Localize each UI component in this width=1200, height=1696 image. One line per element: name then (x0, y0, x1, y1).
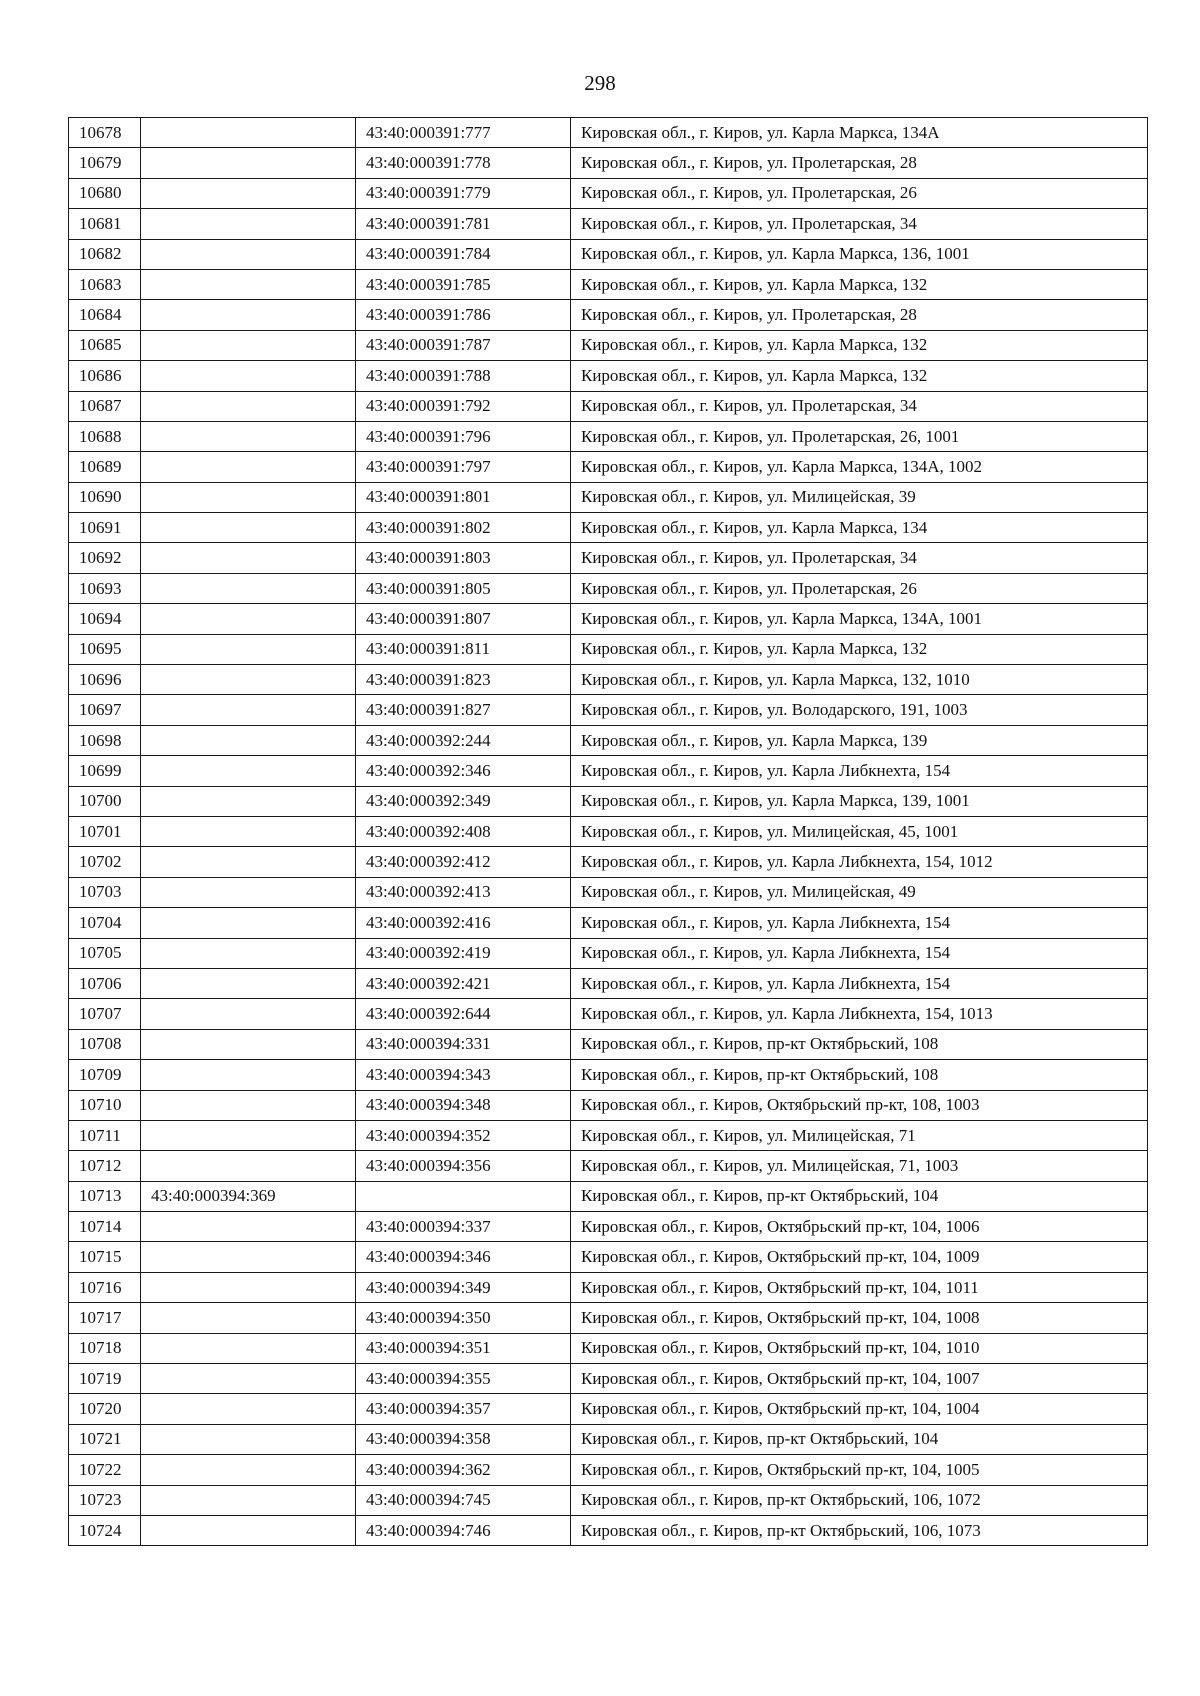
address-cell: Кировская обл., г. Киров, ул. Карла Маркса, 136, 1001 (571, 239, 1148, 269)
row-number-cell: 10721 (69, 1424, 141, 1454)
cadastral-number-cell: 43:40:000391:787 (356, 330, 571, 360)
table-row (69, 1364, 1148, 1394)
cadastral-number-cell: 43:40:000394:346 (356, 1242, 571, 1272)
parent-cadastral-cell (141, 634, 356, 664)
row-number-cell: 10708 (69, 1029, 141, 1059)
table-row (69, 330, 1148, 360)
address-cell: Кировская обл., г. Киров, ул. Карла Либкнехта, 154 (571, 968, 1148, 998)
cadastral-number-cell: 43:40:000392:413 (356, 877, 571, 907)
table-row (69, 725, 1148, 755)
registry-table-body (69, 118, 1148, 1546)
row-number-cell: 10715 (69, 1242, 141, 1272)
table-row (69, 1424, 1148, 1454)
address-cell: Кировская обл., г. Киров, ул. Карла Маркса, 134А, 1001 (571, 604, 1148, 634)
table-row (69, 1333, 1148, 1363)
address-cell: Кировская обл., г. Киров, пр-кт Октябрьский, 104 (571, 1424, 1148, 1454)
cadastral-number-cell: 43:40:000391:788 (356, 361, 571, 391)
table-row (69, 269, 1148, 299)
parent-cadastral-cell (141, 361, 356, 391)
cadastral-number-cell: 43:40:000391:792 (356, 391, 571, 421)
row-number-cell: 10706 (69, 968, 141, 998)
row-number-cell: 10691 (69, 513, 141, 543)
cadastral-number-cell: 43:40:000392:408 (356, 816, 571, 846)
address-cell: Кировская обл., г. Киров, ул. Милицейская, 71, 1003 (571, 1151, 1148, 1181)
address-cell: Кировская обл., г. Киров, ул. Милицейская, 71 (571, 1120, 1148, 1150)
parent-cadastral-cell (141, 573, 356, 603)
address-cell: Кировская обл., г. Киров, ул. Карла Маркса, 139, 1001 (571, 786, 1148, 816)
parent-cadastral-cell (141, 1424, 356, 1454)
parent-cadastral-cell (141, 786, 356, 816)
row-number-cell: 10719 (69, 1364, 141, 1394)
table-row (69, 999, 1148, 1029)
address-cell: Кировская обл., г. Киров, ул. Карла Маркса, 134А (571, 118, 1148, 148)
table-row (69, 938, 1148, 968)
table-row (69, 1212, 1148, 1242)
table-row (69, 1029, 1148, 1059)
row-number-cell: 10688 (69, 421, 141, 451)
parent-cadastral-cell (141, 421, 356, 451)
table-row (69, 1060, 1148, 1090)
row-number-cell: 10710 (69, 1090, 141, 1120)
address-cell: Кировская обл., г. Киров, Октябрьский пр-кт, 104, 1007 (571, 1364, 1148, 1394)
row-number-cell: 10712 (69, 1151, 141, 1181)
cadastral-number-cell: 43:40:000392:244 (356, 725, 571, 755)
address-cell: Кировская обл., г. Киров, ул. Пролетарская, 28 (571, 148, 1148, 178)
row-number-cell: 10698 (69, 725, 141, 755)
address-cell: Кировская обл., г. Киров, ул. Карла Маркса, 132 (571, 634, 1148, 664)
table-row (69, 361, 1148, 391)
table-row (69, 148, 1148, 178)
cadastral-number-cell: 43:40:000391:785 (356, 269, 571, 299)
cadastral-number-cell: 43:40:000394:356 (356, 1151, 571, 1181)
parent-cadastral-cell (141, 1212, 356, 1242)
row-number-cell: 10701 (69, 816, 141, 846)
cadastral-number-cell: 43:40:000391:796 (356, 421, 571, 451)
address-cell: Кировская обл., г. Киров, ул. Карла Маркса, 132 (571, 269, 1148, 299)
row-number-cell: 10716 (69, 1272, 141, 1302)
address-cell: Кировская обл., г. Киров, ул. Карла Либкнехта, 154 (571, 938, 1148, 968)
parent-cadastral-cell (141, 1272, 356, 1302)
parent-cadastral-cell (141, 604, 356, 634)
table-row (69, 1242, 1148, 1272)
cadastral-number-cell: 43:40:000391:805 (356, 573, 571, 603)
row-number-cell: 10682 (69, 239, 141, 269)
parent-cadastral-cell (141, 665, 356, 695)
table-row (69, 756, 1148, 786)
row-number-cell: 10684 (69, 300, 141, 330)
row-number-cell: 10713 (69, 1181, 141, 1211)
table-row (69, 118, 1148, 148)
row-number-cell: 10714 (69, 1212, 141, 1242)
row-number-cell: 10722 (69, 1455, 141, 1485)
address-cell: Кировская обл., г. Киров, ул. Карла Маркса, 132 (571, 330, 1148, 360)
parent-cadastral-cell (141, 482, 356, 512)
table-row (69, 513, 1148, 543)
parent-cadastral-cell: 43:40:000394:369 (141, 1181, 356, 1211)
address-cell: Кировская обл., г. Киров, ул. Пролетарская, 26 (571, 178, 1148, 208)
cadastral-number-cell: 43:40:000391:801 (356, 482, 571, 512)
address-cell: Кировская обл., г. Киров, ул. Карла Маркса, 139 (571, 725, 1148, 755)
parent-cadastral-cell (141, 1515, 356, 1545)
table-row (69, 604, 1148, 634)
row-number-cell: 10720 (69, 1394, 141, 1424)
table-row (69, 209, 1148, 239)
address-cell: Кировская обл., г. Киров, пр-кт Октябрьский, 106, 1072 (571, 1485, 1148, 1515)
cadastral-number-cell: 43:40:000391:803 (356, 543, 571, 573)
table-row (69, 452, 1148, 482)
parent-cadastral-cell (141, 452, 356, 482)
cadastral-number-cell: 43:40:000391:777 (356, 118, 571, 148)
parent-cadastral-cell (141, 239, 356, 269)
cadastral-number-cell: 43:40:000392:421 (356, 968, 571, 998)
parent-cadastral-cell (141, 1364, 356, 1394)
row-number-cell: 10696 (69, 665, 141, 695)
table-row (69, 1120, 1148, 1150)
cadastral-number-cell: 43:40:000391:781 (356, 209, 571, 239)
address-cell: Кировская обл., г. Киров, Октябрьский пр-кт, 104, 1009 (571, 1242, 1148, 1272)
cadastral-number-cell: 43:40:000391:797 (356, 452, 571, 482)
address-cell: Кировская обл., г. Киров, пр-кт Октябрьский, 108 (571, 1060, 1148, 1090)
parent-cadastral-cell (141, 1060, 356, 1090)
cadastral-number-cell: 43:40:000391:807 (356, 604, 571, 634)
table-row (69, 786, 1148, 816)
address-cell: Кировская обл., г. Киров, Октябрьский пр-кт, 108, 1003 (571, 1090, 1148, 1120)
parent-cadastral-cell (141, 1394, 356, 1424)
row-number-cell: 10717 (69, 1303, 141, 1333)
table-row (69, 1485, 1148, 1515)
parent-cadastral-cell (141, 847, 356, 877)
cadastral-number-cell: 43:40:000394:350 (356, 1303, 571, 1333)
table-row (69, 1303, 1148, 1333)
address-cell: Кировская обл., г. Киров, Октябрьский пр-кт, 104, 1010 (571, 1333, 1148, 1363)
table-row (69, 908, 1148, 938)
address-cell: Кировская обл., г. Киров, ул. Пролетарская, 34 (571, 391, 1148, 421)
parent-cadastral-cell (141, 999, 356, 1029)
address-cell: Кировская обл., г. Киров, Октябрьский пр-кт, 104, 1005 (571, 1455, 1148, 1485)
table-row (69, 421, 1148, 451)
address-cell: Кировская обл., г. Киров, Октябрьский пр-кт, 104, 1004 (571, 1394, 1148, 1424)
cadastral-number-cell: 43:40:000391:802 (356, 513, 571, 543)
parent-cadastral-cell (141, 816, 356, 846)
table-row (69, 300, 1148, 330)
address-cell: Кировская обл., г. Киров, ул. Володарского, 191, 1003 (571, 695, 1148, 725)
address-cell: Кировская обл., г. Киров, пр-кт Октябрьский, 104 (571, 1181, 1148, 1211)
table-row (69, 543, 1148, 573)
cadastral-number-cell: 43:40:000391:827 (356, 695, 571, 725)
parent-cadastral-cell (141, 908, 356, 938)
row-number-cell: 10681 (69, 209, 141, 239)
parent-cadastral-cell (141, 1485, 356, 1515)
cadastral-number-cell: 43:40:000392:419 (356, 938, 571, 968)
row-number-cell: 10678 (69, 118, 141, 148)
row-number-cell: 10689 (69, 452, 141, 482)
parent-cadastral-cell (141, 695, 356, 725)
table-row (69, 1515, 1148, 1545)
row-number-cell: 10707 (69, 999, 141, 1029)
parent-cadastral-cell (141, 938, 356, 968)
row-number-cell: 10694 (69, 604, 141, 634)
table-row (69, 573, 1148, 603)
row-number-cell: 10686 (69, 361, 141, 391)
cadastral-number-cell: 43:40:000392:416 (356, 908, 571, 938)
parent-cadastral-cell (141, 543, 356, 573)
table-row (69, 1151, 1148, 1181)
parent-cadastral-cell (141, 725, 356, 755)
table-row (69, 1394, 1148, 1424)
row-number-cell: 10697 (69, 695, 141, 725)
address-cell: Кировская обл., г. Киров, Октябрьский пр-кт, 104, 1008 (571, 1303, 1148, 1333)
cadastral-number-cell: 43:40:000392:644 (356, 999, 571, 1029)
table-row (69, 1272, 1148, 1302)
cadastral-number-cell: 43:40:000394:337 (356, 1212, 571, 1242)
parent-cadastral-cell (141, 1151, 356, 1181)
row-number-cell: 10680 (69, 178, 141, 208)
address-cell: Кировская обл., г. Киров, ул. Милицейская, 49 (571, 877, 1148, 907)
table-row (69, 1455, 1148, 1485)
parent-cadastral-cell (141, 513, 356, 543)
cadastral-number-cell: 43:40:000391:779 (356, 178, 571, 208)
address-cell: Кировская обл., г. Киров, ул. Карла Маркса, 134А, 1002 (571, 452, 1148, 482)
cadastral-number-cell: 43:40:000394:357 (356, 1394, 571, 1424)
parent-cadastral-cell (141, 118, 356, 148)
row-number-cell: 10709 (69, 1060, 141, 1090)
parent-cadastral-cell (141, 1303, 356, 1333)
row-number-cell: 10695 (69, 634, 141, 664)
parent-cadastral-cell (141, 1242, 356, 1272)
table-row (69, 847, 1148, 877)
parent-cadastral-cell (141, 330, 356, 360)
address-cell: Кировская обл., г. Киров, Октябрьский пр-кт, 104, 1011 (571, 1272, 1148, 1302)
cadastral-number-cell: 43:40:000391:786 (356, 300, 571, 330)
table-row (69, 665, 1148, 695)
address-cell: Кировская обл., г. Киров, Октябрьский пр-кт, 104, 1006 (571, 1212, 1148, 1242)
row-number-cell: 10718 (69, 1333, 141, 1363)
parent-cadastral-cell (141, 391, 356, 421)
address-cell: Кировская обл., г. Киров, ул. Карла Маркса, 132, 1010 (571, 665, 1148, 695)
row-number-cell: 10724 (69, 1515, 141, 1545)
address-cell: Кировская обл., г. Киров, ул. Пролетарская, 34 (571, 209, 1148, 239)
parent-cadastral-cell (141, 1090, 356, 1120)
parent-cadastral-cell (141, 148, 356, 178)
cadastral-number-cell: 43:40:000391:784 (356, 239, 571, 269)
row-number-cell: 10703 (69, 877, 141, 907)
row-number-cell: 10687 (69, 391, 141, 421)
address-cell: Кировская обл., г. Киров, ул. Карла Маркса, 132 (571, 361, 1148, 391)
address-cell: Кировская обл., г. Киров, ул. Карла Либкнехта, 154 (571, 756, 1148, 786)
parent-cadastral-cell (141, 877, 356, 907)
page-number: 298 (584, 71, 616, 95)
table-row (69, 816, 1148, 846)
row-number-cell: 10704 (69, 908, 141, 938)
cadastral-number-cell: 43:40:000394:348 (356, 1090, 571, 1120)
row-number-cell: 10711 (69, 1120, 141, 1150)
table-row (69, 178, 1148, 208)
table-row (69, 968, 1148, 998)
row-number-cell: 10679 (69, 148, 141, 178)
row-number-cell: 10705 (69, 938, 141, 968)
row-number-cell: 10699 (69, 756, 141, 786)
table-row (69, 1181, 1148, 1211)
parent-cadastral-cell (141, 300, 356, 330)
address-cell: Кировская обл., г. Киров, ул. Пролетарская, 28 (571, 300, 1148, 330)
row-number-cell: 10723 (69, 1485, 141, 1515)
registry-table (68, 117, 1148, 1546)
parent-cadastral-cell (141, 1120, 356, 1150)
parent-cadastral-cell (141, 1455, 356, 1485)
row-number-cell: 10683 (69, 269, 141, 299)
parent-cadastral-cell (141, 1333, 356, 1363)
table-row (69, 1090, 1148, 1120)
cadastral-number-cell: 43:40:000394:745 (356, 1485, 571, 1515)
row-number-cell: 10690 (69, 482, 141, 512)
address-cell: Кировская обл., г. Киров, пр-кт Октябрьский, 106, 1073 (571, 1515, 1148, 1545)
cadastral-number-cell: 43:40:000394:358 (356, 1424, 571, 1454)
cadastral-number-cell: 43:40:000394:355 (356, 1364, 571, 1394)
cadastral-number-cell: 43:40:000392:346 (356, 756, 571, 786)
row-number-cell: 10685 (69, 330, 141, 360)
table-row (69, 391, 1148, 421)
row-number-cell: 10692 (69, 543, 141, 573)
cadastral-number-cell: 43:40:000394:343 (356, 1060, 571, 1090)
table-row (69, 877, 1148, 907)
address-cell: Кировская обл., г. Киров, ул. Карла Либкнехта, 154 (571, 908, 1148, 938)
cadastral-number-cell: 43:40:000391:811 (356, 634, 571, 664)
parent-cadastral-cell (141, 269, 356, 299)
parent-cadastral-cell (141, 968, 356, 998)
address-cell: Кировская обл., г. Киров, ул. Пролетарская, 34 (571, 543, 1148, 573)
cadastral-number-cell: 43:40:000394:349 (356, 1272, 571, 1302)
cadastral-number-cell: 43:40:000394:331 (356, 1029, 571, 1059)
address-cell: Кировская обл., г. Киров, ул. Карла Либкнехта, 154, 1012 (571, 847, 1148, 877)
table-row (69, 634, 1148, 664)
cadastral-number-cell: 43:40:000394:351 (356, 1333, 571, 1363)
parent-cadastral-cell (141, 1029, 356, 1059)
cadastral-number-cell: 43:40:000391:823 (356, 665, 571, 695)
cadastral-number-cell: 43:40:000392:412 (356, 847, 571, 877)
parent-cadastral-cell (141, 209, 356, 239)
parent-cadastral-cell (141, 178, 356, 208)
cadastral-number-cell: 43:40:000394:746 (356, 1515, 571, 1545)
address-cell: Кировская обл., г. Киров, ул. Пролетарская, 26 (571, 573, 1148, 603)
row-number-cell: 10702 (69, 847, 141, 877)
table-row (69, 695, 1148, 725)
cadastral-number-cell: 43:40:000391:778 (356, 148, 571, 178)
row-number-cell: 10693 (69, 573, 141, 603)
table-row (69, 239, 1148, 269)
table-row (69, 482, 1148, 512)
cadastral-number-cell (356, 1181, 571, 1211)
row-number-cell: 10700 (69, 786, 141, 816)
address-cell: Кировская обл., г. Киров, ул. Пролетарская, 26, 1001 (571, 421, 1148, 451)
cadastral-number-cell: 43:40:000394:352 (356, 1120, 571, 1150)
address-cell: Кировская обл., г. Киров, ул. Карла Либкнехта, 154, 1013 (571, 999, 1148, 1029)
cadastral-number-cell: 43:40:000394:362 (356, 1455, 571, 1485)
address-cell: Кировская обл., г. Киров, ул. Карла Маркса, 134 (571, 513, 1148, 543)
parent-cadastral-cell (141, 756, 356, 786)
cadastral-number-cell: 43:40:000392:349 (356, 786, 571, 816)
address-cell: Кировская обл., г. Киров, ул. Милицейская, 39 (571, 482, 1148, 512)
address-cell: Кировская обл., г. Киров, пр-кт Октябрьский, 108 (571, 1029, 1148, 1059)
address-cell: Кировская обл., г. Киров, ул. Милицейская, 45, 1001 (571, 816, 1148, 846)
